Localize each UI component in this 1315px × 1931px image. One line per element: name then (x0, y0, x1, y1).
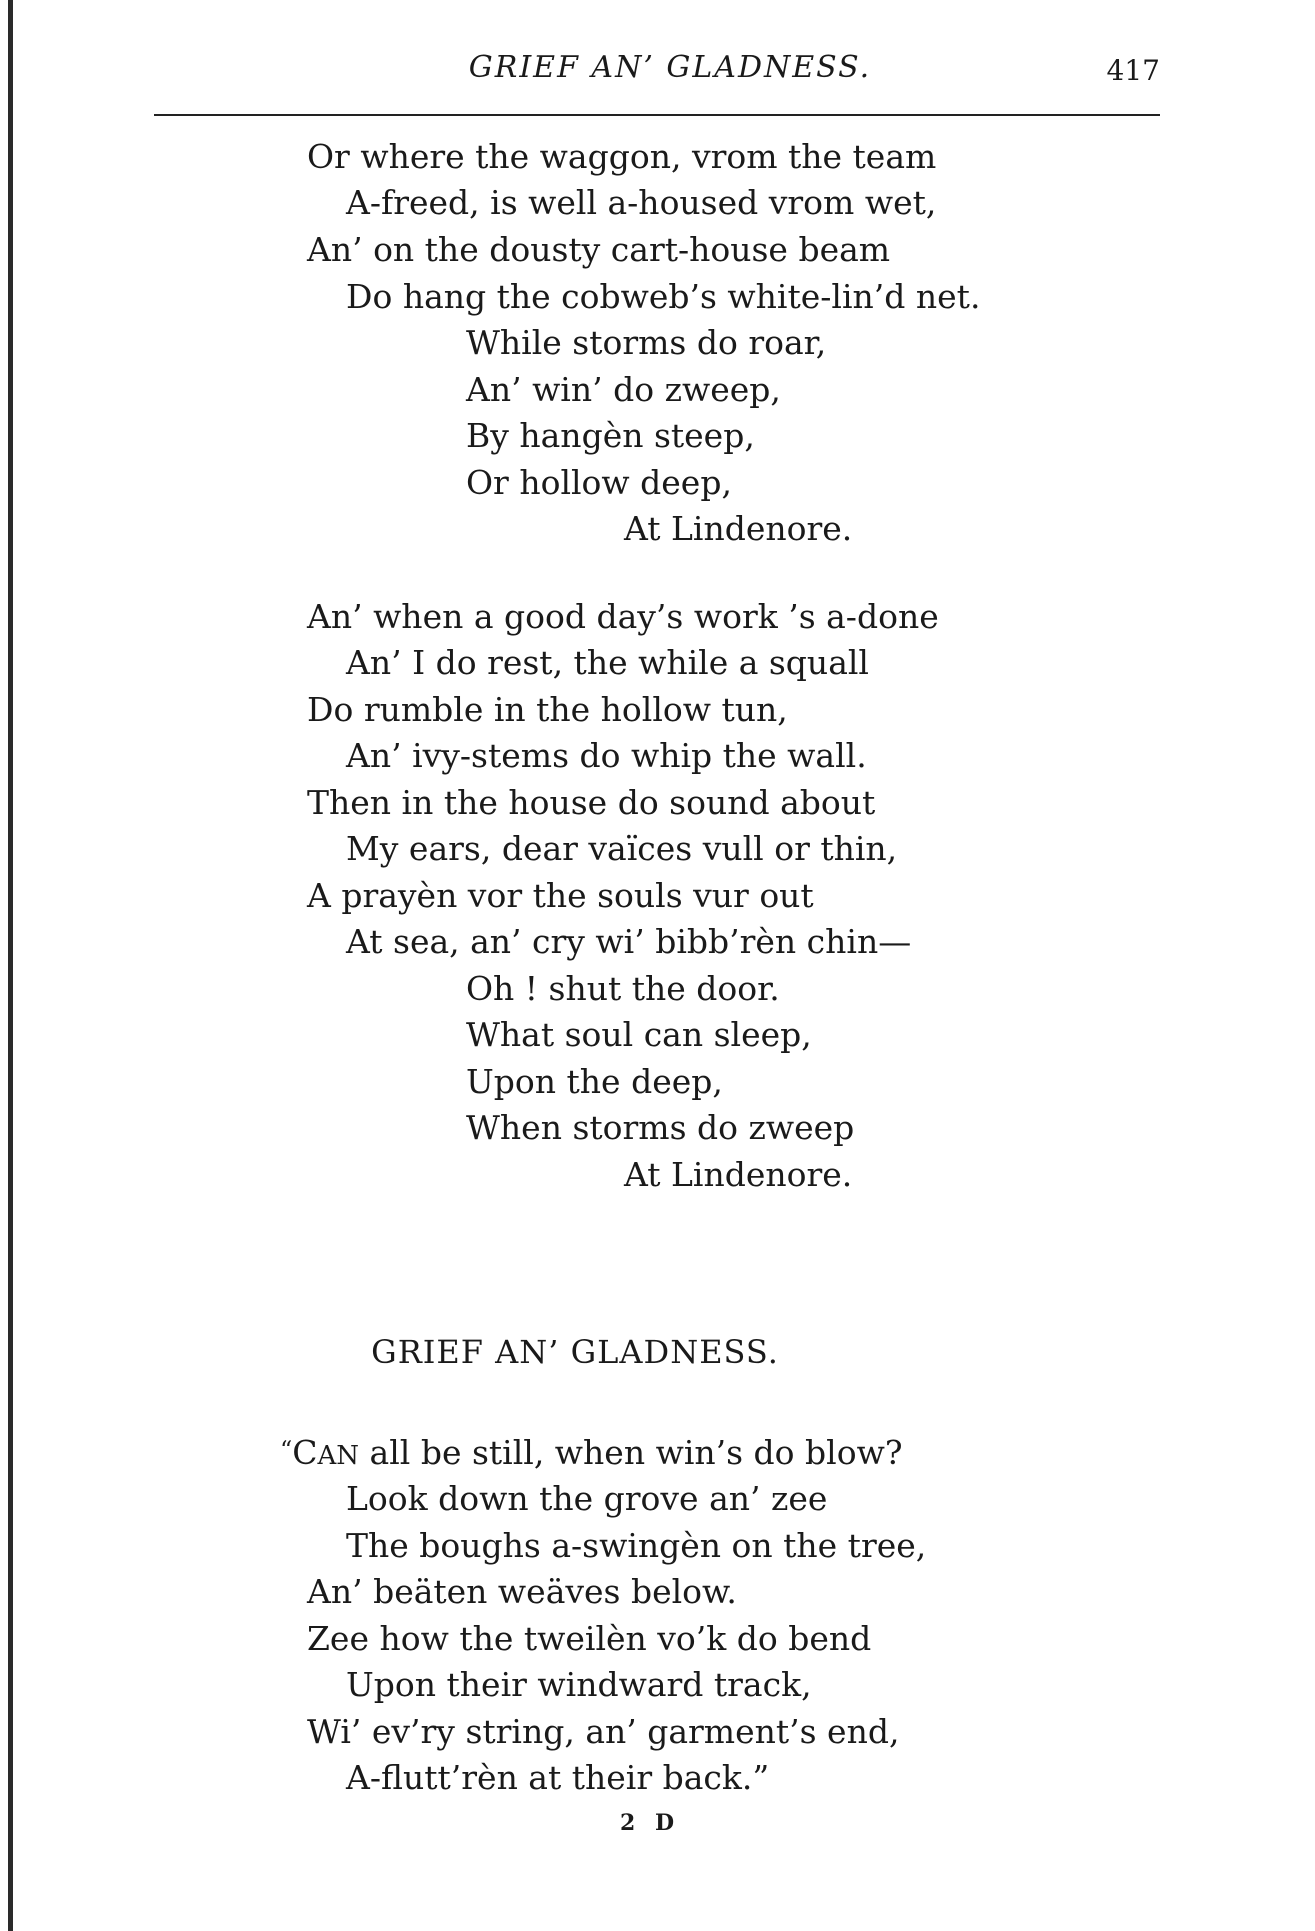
first-word-initial: C (292, 1433, 318, 1472)
poem-line: Or hollow deep, (466, 463, 732, 502)
poem-line: Do rumble in the hollow tun, (307, 690, 788, 729)
poem-line: Zee how the tweilèn vo’k do bend (307, 1619, 872, 1658)
poem-line: An’ when a good day’s work ’s a-done (307, 597, 939, 636)
running-title: GRIEF AN’ GLADNESS. (468, 50, 872, 85)
poem-line: A-freed, is well a-housed vrom wet, (346, 183, 937, 222)
poem-line: An’ I do rest, the while a squall (346, 643, 869, 682)
signature-mark: 2 D (620, 1810, 681, 1836)
poem-line: At Lindenore. (624, 509, 853, 548)
page-header (150, 50, 1160, 102)
poem-line: An’ beäten weäves below. (307, 1572, 737, 1611)
poem-first-line (280, 1433, 903, 1472)
poem-line: Or where the waggon, vrom the team (307, 137, 937, 176)
poem-line: At Lindenore. (624, 1155, 853, 1194)
poem-line: Look down the grove an’ zee (346, 1479, 828, 1518)
poem-line: An’ win’ do zweep, (466, 370, 781, 409)
poem-line: Upon the deep, (466, 1062, 723, 1101)
first-line-rest: all be still, when win’s do blow? (359, 1433, 903, 1472)
poem-line: A-flutt’rèn at their back.” (346, 1758, 770, 1797)
poem-line: Oh ! shut the door. (466, 969, 780, 1008)
poem-line: My ears, dear vaïces vull or thin, (346, 829, 898, 868)
poem-line: A prayèn vor the souls vur out (307, 876, 814, 915)
poem-line: Upon their windward track, (346, 1665, 812, 1704)
poem-line: Wi’ ev’ry string, an’ garment’s end, (307, 1712, 900, 1751)
poem-line: While storms do roar, (466, 323, 827, 362)
poem-line: What soul can sleep, (466, 1015, 812, 1054)
header-rule (154, 114, 1160, 116)
poem-line: At sea, an’ cry wi’ bibb’rèn chin— (346, 922, 912, 961)
open-quote: “ (280, 1436, 293, 1464)
page-number: 417 (1106, 54, 1160, 87)
poem-line: Do hang the cobweb’s white-lin’d net. (346, 277, 981, 316)
poem-line: An’ ivy-stems do whip the wall. (346, 736, 867, 775)
poem-line: By hangèn steep, (466, 416, 755, 455)
poem-line: The boughs a-swingèn on the tree, (346, 1526, 927, 1565)
poem-line: An’ on the dousty cart-house beam (307, 230, 891, 269)
poem-title: GRIEF AN’ GLADNESS. (371, 1333, 779, 1371)
poem-line: Then in the house do sound about (307, 783, 876, 822)
poem-line: When storms do zweep (466, 1108, 855, 1147)
first-word-small-caps: AN (317, 1441, 360, 1471)
